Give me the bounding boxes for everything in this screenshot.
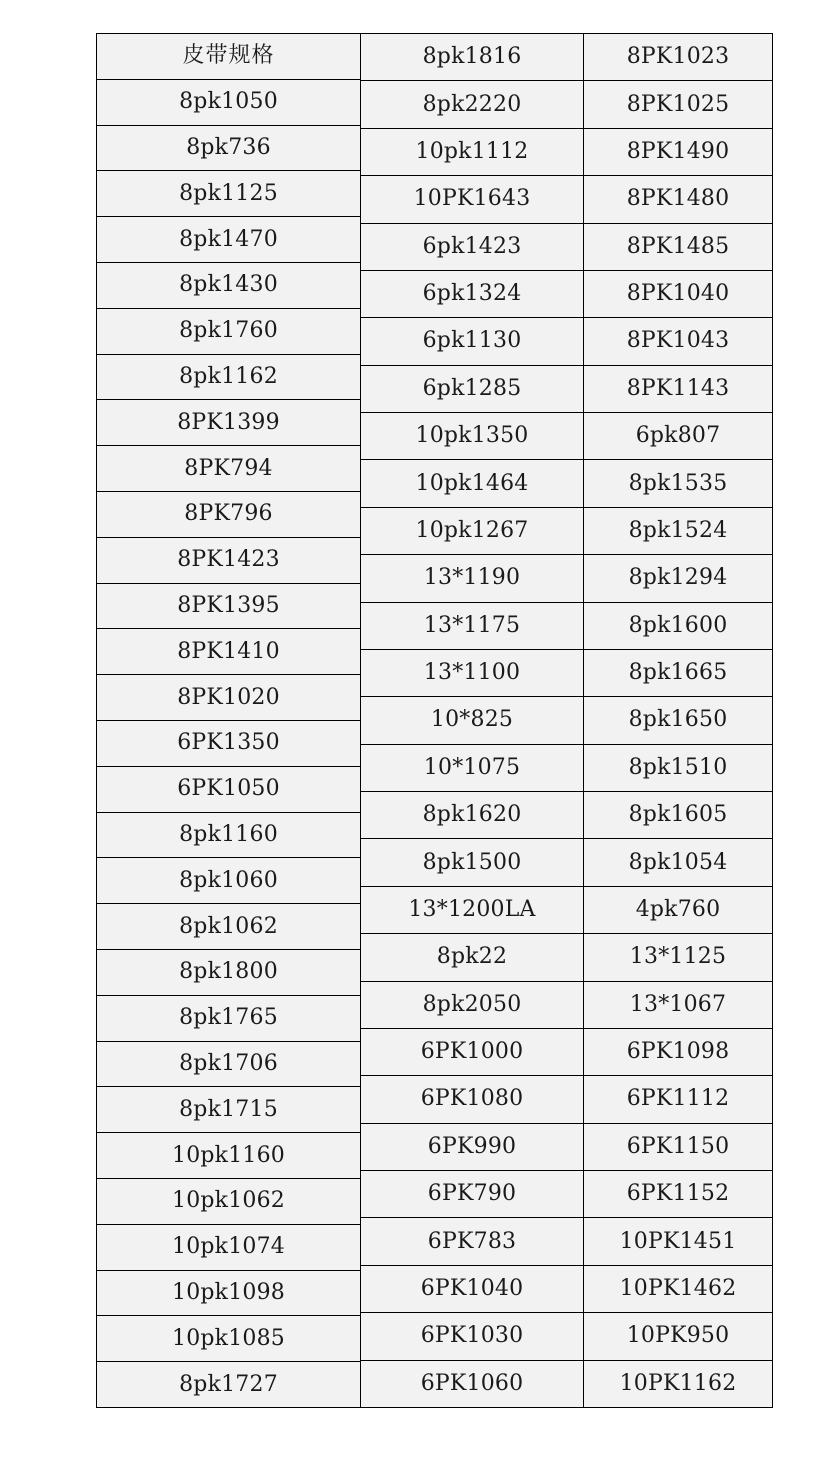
table-cell: 6pk1130 xyxy=(361,318,583,365)
table-cell: 8pk1162 xyxy=(97,355,360,401)
table-cell: 13*1175 xyxy=(361,603,583,650)
table-cell: 10PK1162 xyxy=(619,1370,737,1396)
table-cell: 8pk1715 xyxy=(97,1087,360,1133)
table-cell: 8pk2050 xyxy=(361,982,583,1029)
table-cell: 10PK1451 xyxy=(584,1218,772,1265)
table-cell: 8pk1800 xyxy=(97,950,360,996)
table-cell: 8pk2220 xyxy=(361,81,583,128)
table-header-belt-spec: 皮带规格 xyxy=(97,34,360,80)
table-cell: 8pk1524 xyxy=(584,508,772,555)
table-cell: 8pk1760 xyxy=(97,309,360,355)
table-cell: 8PK1399 xyxy=(97,400,360,446)
table-cell: 8pk1620 xyxy=(361,792,583,839)
table-cell: 6pk1285 xyxy=(361,366,583,413)
table-cell: 6pk1423 xyxy=(361,224,583,271)
table-cell: 10PK1462 xyxy=(584,1266,772,1313)
table-cell: 8PK794 xyxy=(97,446,360,492)
table-cell: 10pk1085 xyxy=(97,1316,360,1362)
table-cell: 13*1200LA xyxy=(361,887,583,934)
table-cell: 10pk1267 xyxy=(361,508,583,555)
table-cell: 8pk1727 xyxy=(179,1371,278,1397)
table-cell: 6PK783 xyxy=(361,1218,583,1265)
table-cell: 8pk1706 xyxy=(97,1042,360,1088)
table-cell: 6PK990 xyxy=(361,1124,583,1171)
table-cell: 6PK1150 xyxy=(584,1124,772,1171)
table-cell: 8pk1062 xyxy=(97,904,360,950)
table-cell: 8PK1423 xyxy=(97,538,360,584)
table-cell: 8PK796 xyxy=(97,492,360,538)
table-cell: 6PK1350 xyxy=(97,721,360,767)
table-cell: 8pk1430 xyxy=(97,263,360,309)
table-cell: 8PK1143 xyxy=(584,366,772,413)
table-cell: 13*1190 xyxy=(361,555,583,602)
table-cell: 6PK1080 xyxy=(361,1076,583,1123)
table-cell: 4pk760 xyxy=(584,887,772,934)
table-cell: 8PK1040 xyxy=(584,271,772,318)
table-cell: 8pk1294 xyxy=(584,555,772,602)
table-cell: 8PK1025 xyxy=(584,81,772,128)
table-cell: 6PK1152 xyxy=(584,1171,772,1218)
table-cell: 8pk1535 xyxy=(584,460,772,507)
table-cell: 6PK1060 xyxy=(420,1370,524,1396)
table-cell: 10PK950 xyxy=(584,1313,772,1360)
table-cell: 8pk1470 xyxy=(97,217,360,263)
table-cell: 8PK1043 xyxy=(584,318,772,365)
table-cell: 8PK1480 xyxy=(584,176,772,223)
table-cell: 8pk1500 xyxy=(361,839,583,886)
table-cell: 6pk807 xyxy=(584,413,772,460)
table-column-3 xyxy=(583,34,772,1407)
belt-spec-table xyxy=(96,33,773,1408)
table-cell: 13*1125 xyxy=(584,934,772,981)
table-cell: 8pk1054 xyxy=(584,839,772,886)
table-cell: 6PK790 xyxy=(361,1171,583,1218)
table-cell: 8PK1395 xyxy=(97,584,360,630)
table-cell: 8pk1160 xyxy=(97,813,360,859)
table-cell: 8pk1816 xyxy=(361,34,583,81)
table-cell: 8pk1125 xyxy=(97,171,360,217)
table-column-2 xyxy=(360,34,583,1407)
table-cell: 6PK1050 xyxy=(97,767,360,813)
table-cell: 6PK1098 xyxy=(584,1029,772,1076)
table-cell: 8PK1020 xyxy=(97,675,360,721)
table-cell: 10pk1350 xyxy=(361,413,583,460)
table-cell: 10pk1098 xyxy=(97,1271,360,1317)
table-cell: 8pk1510 xyxy=(584,745,772,792)
table-cell: 8PK1485 xyxy=(584,224,772,271)
table-cell: 6PK1000 xyxy=(361,1029,583,1076)
table-cell: 8PK1023 xyxy=(584,34,772,81)
table-cell: 6PK1030 xyxy=(361,1313,583,1360)
table-column-1 xyxy=(97,34,360,1407)
table-cell: 10pk1062 xyxy=(97,1179,360,1225)
table-cell: 8PK1490 xyxy=(584,129,772,176)
table-cell: 8pk1650 xyxy=(584,697,772,744)
table-cell: 10PK1643 xyxy=(361,176,583,223)
table-cell: 8pk1060 xyxy=(97,858,360,904)
table-cell: 13*1100 xyxy=(361,650,583,697)
table-cell: 10pk1464 xyxy=(361,460,583,507)
table-cell: 8pk1605 xyxy=(584,792,772,839)
table-cell: 10pk1074 xyxy=(97,1225,360,1271)
table-cell: 8pk1600 xyxy=(584,603,772,650)
table-cell: 10pk1112 xyxy=(361,129,583,176)
table-cell: 8pk1050 xyxy=(97,80,360,126)
table-cell: 10pk1160 xyxy=(97,1133,360,1179)
table-cell: 6pk1324 xyxy=(361,271,583,318)
table-cell: 6PK1112 xyxy=(584,1076,772,1123)
table-cell: 6PK1040 xyxy=(361,1266,583,1313)
table-cell: 8pk1665 xyxy=(584,650,772,697)
table-cell: 8pk1765 xyxy=(97,996,360,1042)
table-cell: 10*825 xyxy=(361,697,583,744)
table-cell: 10*1075 xyxy=(361,745,583,792)
table-cell: 8pk736 xyxy=(97,126,360,172)
table-cell: 13*1067 xyxy=(584,982,772,1029)
table-cell: 8pk22 xyxy=(361,934,583,981)
table-cell: 8PK1410 xyxy=(97,629,360,675)
